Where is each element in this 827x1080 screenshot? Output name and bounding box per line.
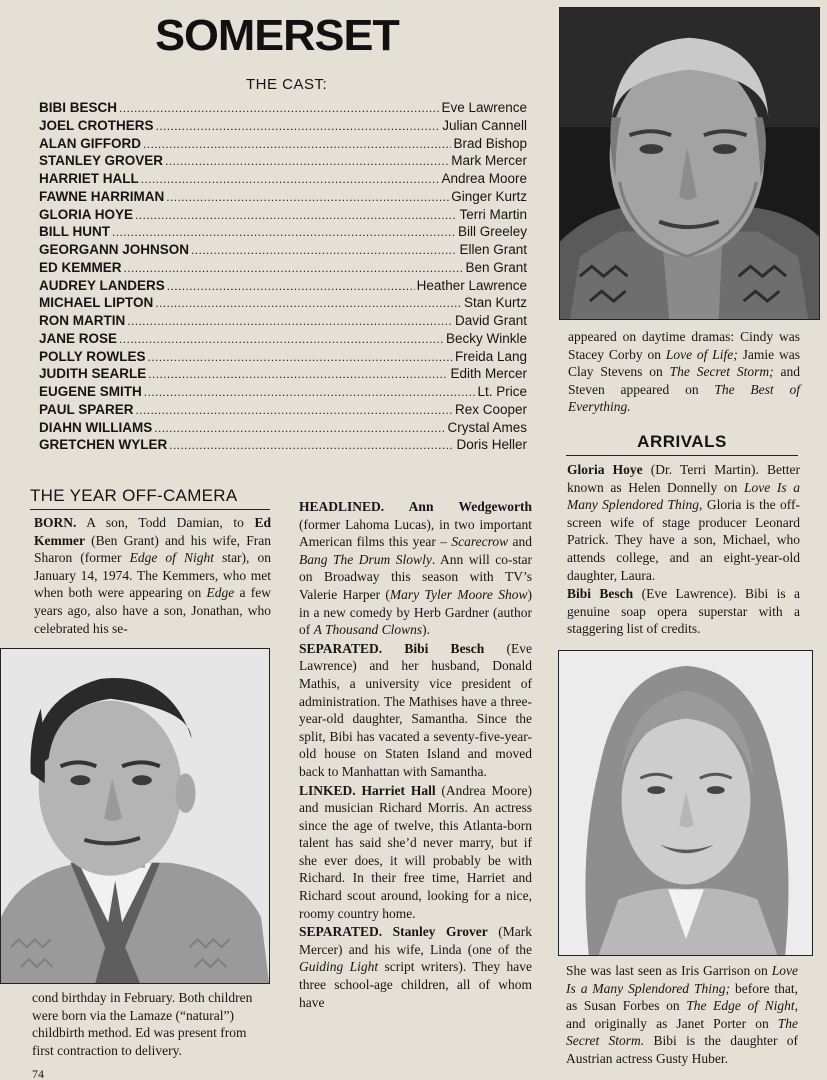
cast-row	[39, 402, 527, 420]
actor-name: Gloria Hoye	[567, 462, 643, 477]
photo-ed-kemmer	[0, 648, 270, 984]
body-text: a few years ago, also have a son, Jonathan, who celebrated his se-	[34, 585, 271, 636]
cast-row	[39, 331, 527, 349]
cast-row	[39, 295, 527, 313]
show-title: The Secret Storm;	[669, 364, 774, 380]
year-off-camera-column	[299, 498, 532, 1012]
body-text: Jamie was Clay Stevens on	[568, 346, 800, 380]
photo-man-portrait	[559, 7, 820, 320]
show-title: Edge of Night	[129, 550, 214, 566]
born-paragraph-continued: cond birthday in February. Both children were born via the Lamaze (“natural”) childbirth method. Ed was present from first contraction to delivery.	[32, 990, 253, 1058]
show-title: The Secret Storm.	[566, 1015, 798, 1049]
cast-actor: ED KEMMER	[39, 259, 122, 275]
show-title: Love Is a Many Splendored Thing;	[566, 963, 798, 996]
cast-heading: THE CAST:	[246, 76, 328, 93]
dot-leader	[167, 279, 415, 293]
show-title: Mary Tyler Moore Show	[389, 586, 528, 602]
cast-actor: EUGENE SMITH	[39, 384, 142, 399]
cast-actor: POLLY ROWLES	[39, 348, 146, 364]
cast-row	[39, 136, 527, 154]
news-item	[299, 498, 532, 639]
body-text: (Eve Lawrence) and her husband, Donald Mathis, a university vice president of administration. The Mathises have a three-year-old daughter, Samantha. Since the split, Bibi has vacated a seventy-five-year-old house on Staten Island and moved back to Manhattan with Samantha.	[299, 640, 532, 779]
actor-name: Bibi Besch	[382, 640, 485, 656]
cast-row	[39, 207, 527, 225]
dot-leader	[135, 208, 457, 222]
film-title: Scarecrow	[451, 534, 509, 550]
cast-list	[39, 100, 527, 455]
cast-role: Lt. Price	[477, 384, 527, 399]
body-text: and Steven appeared on	[568, 364, 800, 397]
cast-row	[39, 313, 527, 331]
cast-actor: AUDREY LANDERS	[39, 277, 165, 293]
arrival-paragraph	[567, 461, 800, 584]
cast-row	[39, 100, 527, 118]
born-paragraph	[34, 514, 271, 637]
item-label: HEADLINED.	[299, 499, 385, 514]
dot-leader	[156, 119, 441, 133]
body-text: and originally as Janet Porter on	[566, 1015, 778, 1031]
film-title: Bang The Drum Slowly	[299, 551, 432, 567]
cast-role: Stan Kurtz	[463, 295, 527, 311]
photo-bibi-besch	[558, 650, 813, 956]
cast-actor: GLORIA HOYE	[39, 206, 134, 222]
dot-leader	[127, 314, 453, 328]
dot-leader	[155, 296, 462, 310]
year-off-camera-heading: THE YEAR OFF-CAMERA	[30, 486, 270, 510]
item-label: BORN.	[34, 515, 77, 530]
dot-leader	[124, 261, 464, 275]
cast-role: Ben Grant	[465, 259, 527, 275]
dot-leader	[148, 367, 448, 381]
body-text: (former Lahoma Lucas), in two important American films this year –	[299, 516, 532, 550]
body-text: Gloria is the off-screen wife of stage producer Leonard Patrick. They have a son, Michael, who attends college, and an eight-year-old daughter, Laura.	[567, 497, 801, 583]
item-label: SEPARATED.	[299, 924, 383, 940]
body-text: . Ann will co-star on Broadway this season with TV’s Valerie Harper (	[299, 551, 532, 602]
body-text: before that, as Susan Forbes on	[566, 980, 798, 1014]
dot-leader	[166, 190, 449, 204]
dot-leader	[136, 403, 453, 417]
cast-role: Andrea Moore	[441, 171, 527, 186]
cast-role: Freida Lang	[454, 348, 527, 364]
cast-role: Rex Cooper	[454, 401, 527, 417]
actor-name: Stanley Grover	[382, 924, 488, 940]
body-text: (Eve Lawrence). Bibi is a genuine soap opera superstar with a staggering list of credits.	[567, 586, 800, 637]
body-text: star), on January 14, 1974. The Kemmers, who met when both were appearing on	[34, 550, 271, 601]
dot-leader	[169, 438, 454, 452]
cast-actor: HARRIET HALL	[39, 171, 139, 186]
cast-row	[39, 189, 527, 207]
cast-actor: BIBI BESCH	[39, 100, 118, 115]
cast-role: Bill Greeley	[457, 224, 527, 240]
cast-row	[39, 420, 527, 438]
show-title: Love Is a Many Splendored Thing,	[567, 479, 800, 513]
cast-row	[39, 366, 527, 384]
body-text: (Ben Grant) and his wife, Fran Sharon (former	[34, 532, 271, 566]
actor-name: Ann Wedgeworth	[384, 499, 532, 514]
cast-actor: RON MARTIN	[39, 313, 126, 328]
dot-leader	[112, 225, 456, 239]
item-label: SEPARATED.	[299, 640, 383, 656]
news-item	[299, 640, 532, 781]
cast-row	[39, 437, 527, 455]
cast-row	[39, 153, 527, 171]
arrival-paragraph	[567, 585, 800, 638]
cast-actor: JUDITH SEARLE	[39, 366, 147, 382]
cast-role: Ellen Grant	[459, 242, 527, 257]
show-title: The Edge of Night,	[686, 998, 798, 1014]
cast-role: Eve Lawrence	[441, 100, 527, 115]
dot-leader	[191, 243, 457, 257]
dot-leader	[141, 172, 440, 186]
cast-actor: PAUL SPARER	[39, 401, 134, 417]
news-item	[299, 782, 532, 923]
cast-role: Julian Cannell	[442, 117, 527, 133]
show-title: The Best of Everything.	[568, 381, 800, 415]
body-text: appeared on daytime dramas: Cindy was Stacey Corby on	[568, 329, 800, 362]
cast-role: Brad Bishop	[453, 135, 527, 151]
cast-row	[39, 349, 527, 367]
body-text: script writers). They have three school-age children, all of whom have	[299, 959, 532, 1010]
body-text: (Andrea Moore) and musician Richard Morris. An actress since the age of twelve, this Atlanta-born talent has said she’d never marry, but if she ever does, it will probably be with Richard. In their free time, Harriet and Richard scout around, looking for a nice, roomy country home.	[299, 782, 532, 921]
cast-role: Heather Lawrence	[416, 277, 527, 293]
cast-actor: ALAN GIFFORD	[39, 135, 141, 151]
cast-role: Crystal Ames	[447, 419, 527, 435]
cast-actor: JOEL CROTHERS	[39, 117, 154, 133]
body-text: Bibi is the daughter of Austrian actress Gusty Huber.	[566, 1033, 799, 1066]
actor-name: Ed Kemmer	[34, 515, 271, 548]
body-text: and	[508, 534, 532, 550]
cast-row	[39, 118, 527, 136]
cast-role: Doris Heller	[456, 437, 527, 453]
cast-row	[39, 260, 527, 278]
cast-role: David Grant	[454, 313, 527, 328]
body-text: (Mark Mercer) and his wife, Linda (one of the	[299, 924, 532, 957]
body-text: A son, Todd Damian, to	[76, 515, 255, 530]
dot-leader	[143, 137, 451, 151]
dot-leader	[154, 421, 445, 435]
actor-name: Harriet Hall	[355, 782, 436, 798]
actor-name: Bibi Besch	[567, 586, 634, 602]
play-title: A Thousand Clowns	[313, 622, 423, 638]
portrait-illustration	[559, 651, 812, 955]
arrivals-text	[567, 461, 800, 639]
cast-role: Edith Mercer	[450, 366, 527, 382]
portrait-illustration	[1, 649, 269, 983]
news-item	[299, 923, 532, 1011]
show-title: Love of Life;	[665, 346, 738, 362]
body-text: She was last seen as Iris Garrison on	[566, 963, 772, 978]
cast-actor: JANE ROSE	[39, 330, 118, 346]
cast-actor: GRETCHEN WYLER	[39, 437, 168, 453]
page-number: 74	[32, 1067, 44, 1080]
dot-leader	[148, 350, 453, 364]
page-title: SOMERSET	[155, 11, 399, 60]
cast-role: Mark Mercer	[451, 153, 527, 169]
item-label: LINKED.	[299, 782, 356, 798]
bibi-besch-paragraph	[566, 962, 798, 1068]
dot-leader	[144, 385, 476, 399]
cast-role: Becky Winkle	[445, 330, 527, 346]
body-text: (Dr. Terri Martin). Better known as Helen Donnelly on	[567, 462, 800, 495]
cast-role: Terri Martin	[459, 206, 527, 222]
cast-row	[39, 242, 527, 260]
cast-row	[39, 224, 527, 242]
cast-actor: STANLEY GROVER	[39, 153, 164, 169]
portrait-illustration	[560, 8, 819, 319]
cast-row	[39, 278, 527, 296]
arrivals-intro-text	[568, 328, 800, 416]
cast-actor: MICHAEL LIPTON	[39, 295, 154, 311]
cast-actor: GEORGANN JOHNSON	[39, 242, 190, 257]
arrivals-heading: ARRIVALS	[566, 432, 798, 456]
dot-leader	[119, 101, 439, 115]
show-title: Edge	[206, 585, 235, 601]
dot-leader	[119, 332, 444, 346]
body-text: ).	[422, 622, 431, 638]
dot-leader	[165, 154, 449, 168]
cast-actor: BILL HUNT	[39, 224, 110, 240]
cast-role: Ginger Kurtz	[451, 188, 527, 204]
cast-row	[39, 171, 527, 189]
show-title: Guiding Light	[299, 959, 379, 975]
cast-actor: FAWNE HARRIMAN	[39, 188, 165, 204]
cast-actor: DIAHN WILLIAMS	[39, 419, 153, 435]
body-text: ) in a new comedy by Herb Gardner (author of	[299, 586, 532, 638]
cast-row	[39, 384, 527, 402]
